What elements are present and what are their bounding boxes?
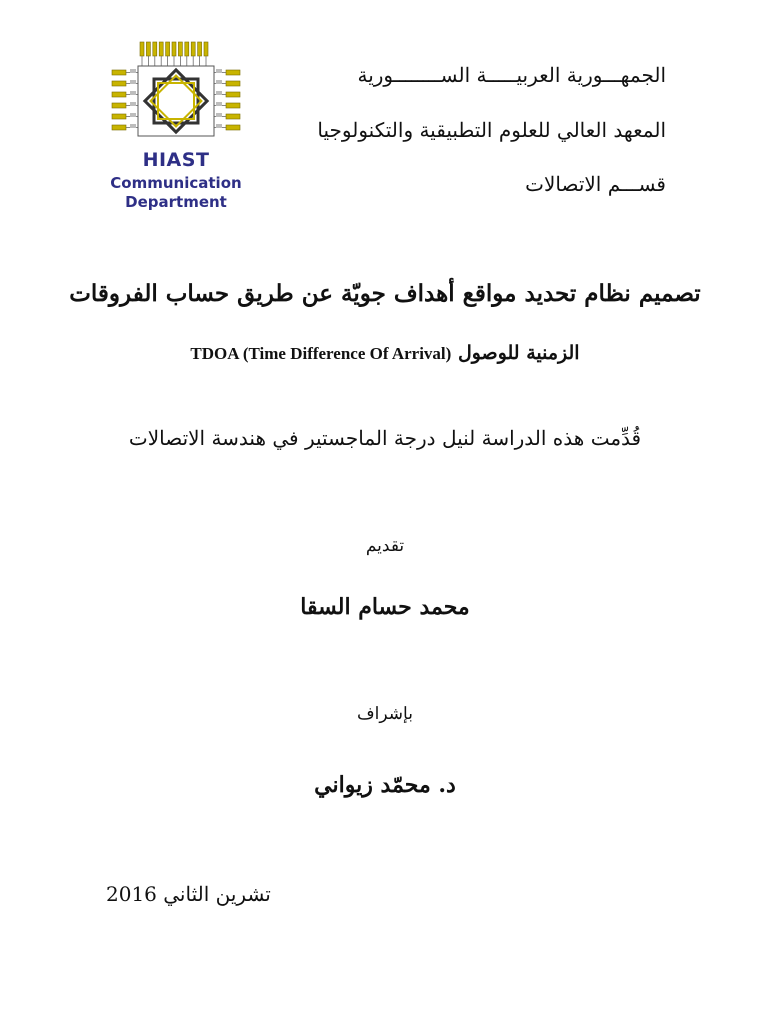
thesis-title-line2-arabic: الزمنية للوصول — [457, 342, 580, 364]
presented-by-label: تقديم — [365, 536, 405, 556]
department-heading: قســـم الاتصالات — [525, 172, 666, 196]
logo-hiast-text: HIAST — [142, 149, 210, 171]
supervisor-name: د. محمّد زيواني — [314, 772, 456, 798]
country-heading: الجمهـــورية العربيـــــة الســــــــورية — [357, 63, 666, 87]
degree-statement: قُدِّمت هذه الدراسة لنيل درجة الماجستير في هندسة الاتصالات — [128, 426, 642, 450]
thesis-title-line2-english: TDOA (Time Difference Of Arrival) — [190, 344, 452, 363]
institute-heading: المعهد العالي للعلوم التطبيقية والتكنولوجيا — [317, 118, 666, 142]
supervision-label: بإشراف — [357, 704, 413, 724]
thesis-title-line1: تصميم نظام تحديد مواقع أهداف جويّة عن طريق حساب الفروقات — [69, 280, 701, 307]
thesis-title-line2 — [0, 342, 770, 364]
logo-communication-text: Communication — [110, 174, 242, 192]
hiast-chip-star-icon — [106, 40, 246, 148]
logo-department-text: Department — [125, 193, 227, 211]
author-name: محمد حسام السقا — [300, 594, 470, 620]
hiast-logo — [106, 40, 246, 215]
submission-date: تشرين الثاني 2016 — [106, 882, 271, 906]
